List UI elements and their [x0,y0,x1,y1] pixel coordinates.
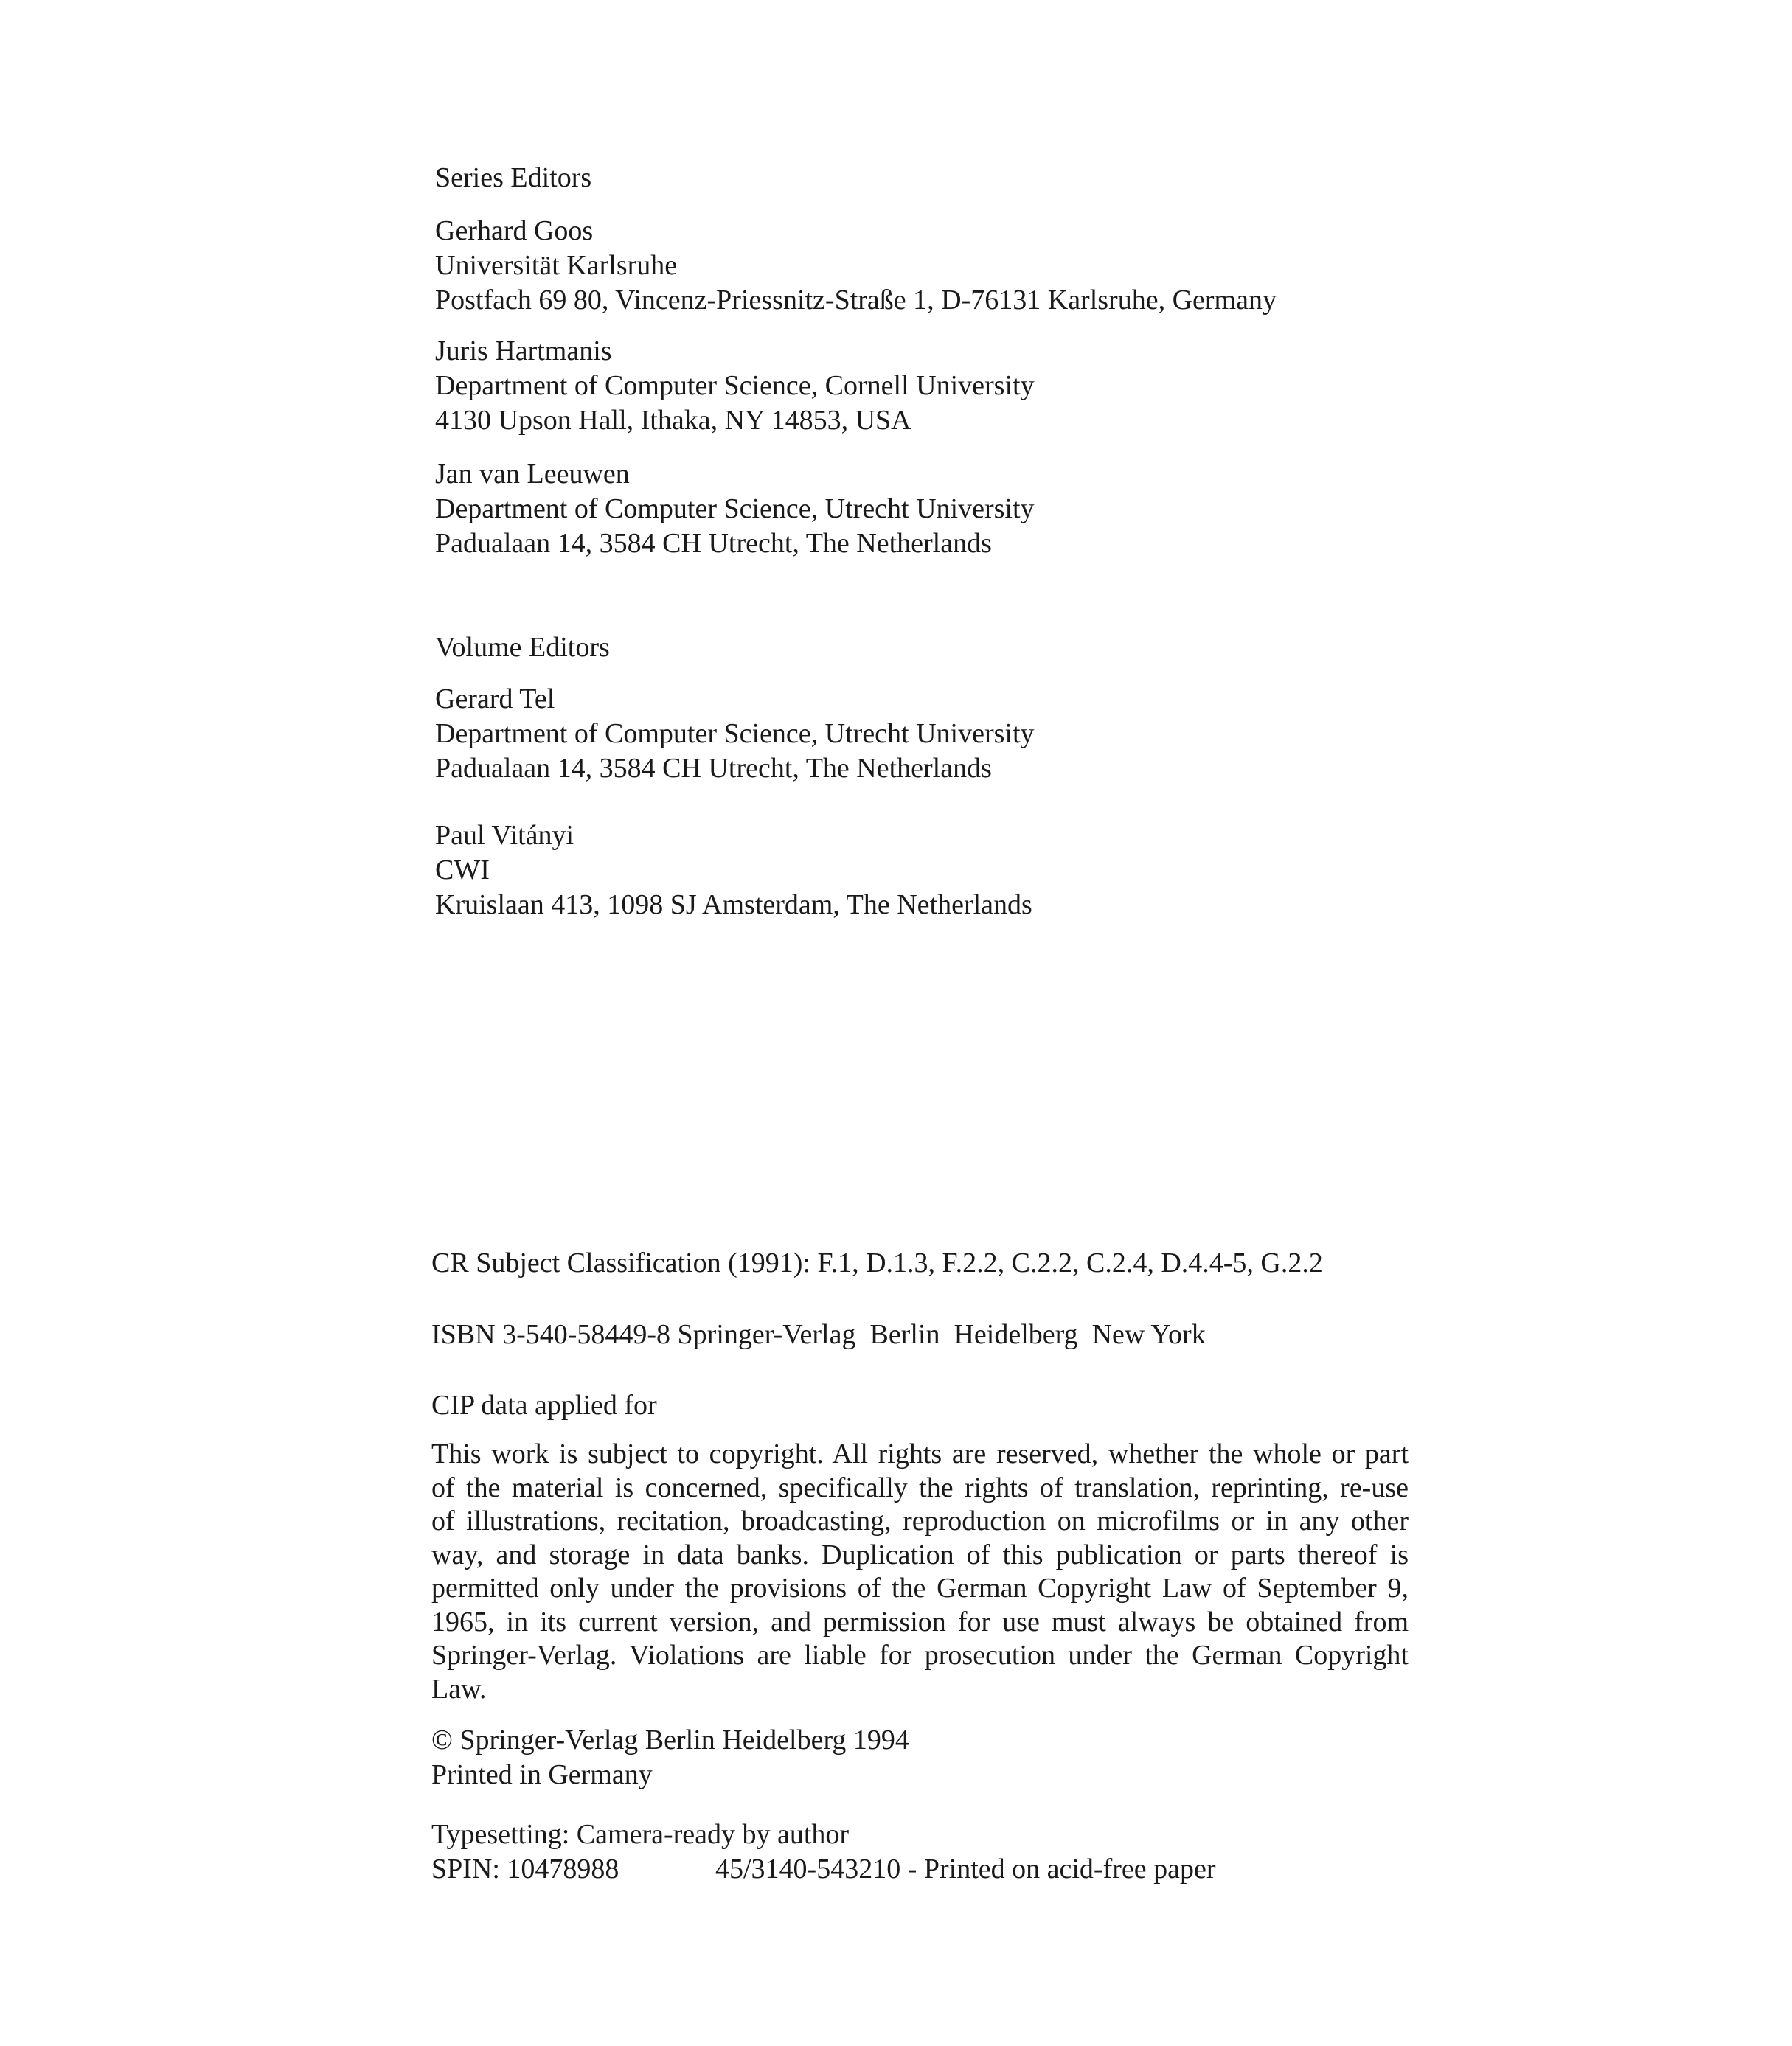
copyright-notice-line: Springer-Verlag. Violations are liable for prosecution under the German Copyright [431,1640,1409,1671]
copyright-notice-line: of illustrations, recitation, broadcasting, reproduction on microfilms or in any other [431,1506,1409,1537]
copyright-notice [431,1438,1409,1706]
volume-editors-heading: Volume Editors [435,632,610,663]
editor-name: Juris Hartmanis [435,335,612,366]
editor-jan-van-leeuwen [435,457,1035,561]
copyright-line: © Springer-Verlag Berlin Heidelberg 1994 [431,1725,909,1756]
copyright-notice-line: permitted only under the provisions of the German Copyright Law of September 9, [431,1573,1409,1604]
series-editors-heading: Series Editors [435,162,592,193]
editor-address: Padualaan 14, 3584 CH Utrecht, The Netherlands [435,528,992,559]
typesetting-line: Typesetting: Camera-ready by author [431,1819,850,1850]
copyright-notice-line: This work is subject to copyright. All rights are reserved, whether the whole or part [431,1438,1409,1469]
editor-paul-vitanyi [435,818,1032,922]
editor-juris-hartmanis [435,334,1035,438]
editor-name: Paul Vitányi [435,820,574,851]
editor-gerhard-goos [435,214,1277,318]
spin-row [431,1852,1216,1887]
editor-affiliation: Department of Computer Science, Utrecht University [435,718,1035,749]
editor-affiliation: Department of Computer Science, Utrecht University [435,493,1035,524]
copyright-notice-line: 1965, in its current version, and permission for use must always be obtained from [431,1606,1409,1638]
spin-label: SPIN: 10478988 [431,1854,619,1885]
editor-affiliation: Department of Computer Science, Cornell University [435,370,1035,401]
editor-name: Jan van Leeuwen [435,459,630,490]
production-info [431,1817,1216,1887]
editor-name: Gerard Tel [435,683,555,714]
editor-affiliation: CWI [435,855,490,885]
spin-detail: 45/3140-543210 - Printed on acid-free paper [715,1854,1216,1885]
cr-subject-classification: CR Subject Classification (1991): F.1, D.1.3, F.2.2, C.2.2, C.2.4, D.4.4-5, G.2.2 [431,1248,1323,1278]
isbn: ISBN 3-540-58449-8 Springer-Verlag Berlin Heidelberg New York [431,1319,1206,1350]
copyright-notice-line: of the material is concerned, specifically the rights of translation, reprinting, re-use [431,1472,1409,1503]
editor-affiliation: Universität Karlsruhe [435,250,678,281]
copyright-notice-line: way, and storage in data banks. Duplication of this publication or parts thereof is [431,1539,1409,1570]
printed-in-line: Printed in Germany [431,1759,653,1790]
copyright-notice-line: Law. [431,1673,487,1705]
editor-address: Kruislaan 413, 1098 SJ Amsterdam, The Netherlands [435,889,1032,920]
editor-address: 4130 Upson Hall, Ithaka, NY 14853, USA [435,405,911,436]
editor-address: Padualaan 14, 3584 CH Utrecht, The Netherlands [435,753,992,784]
editor-address: Postfach 69 80, Vincenz-Priessnitz-Straße 1, D-76131 Karlsruhe, Germany [435,285,1277,316]
cip-data: CIP data applied for [431,1390,657,1421]
editor-gerard-tel [435,682,1035,786]
editor-name: Gerhard Goos [435,215,594,246]
publisher-copyright [431,1723,909,1792]
